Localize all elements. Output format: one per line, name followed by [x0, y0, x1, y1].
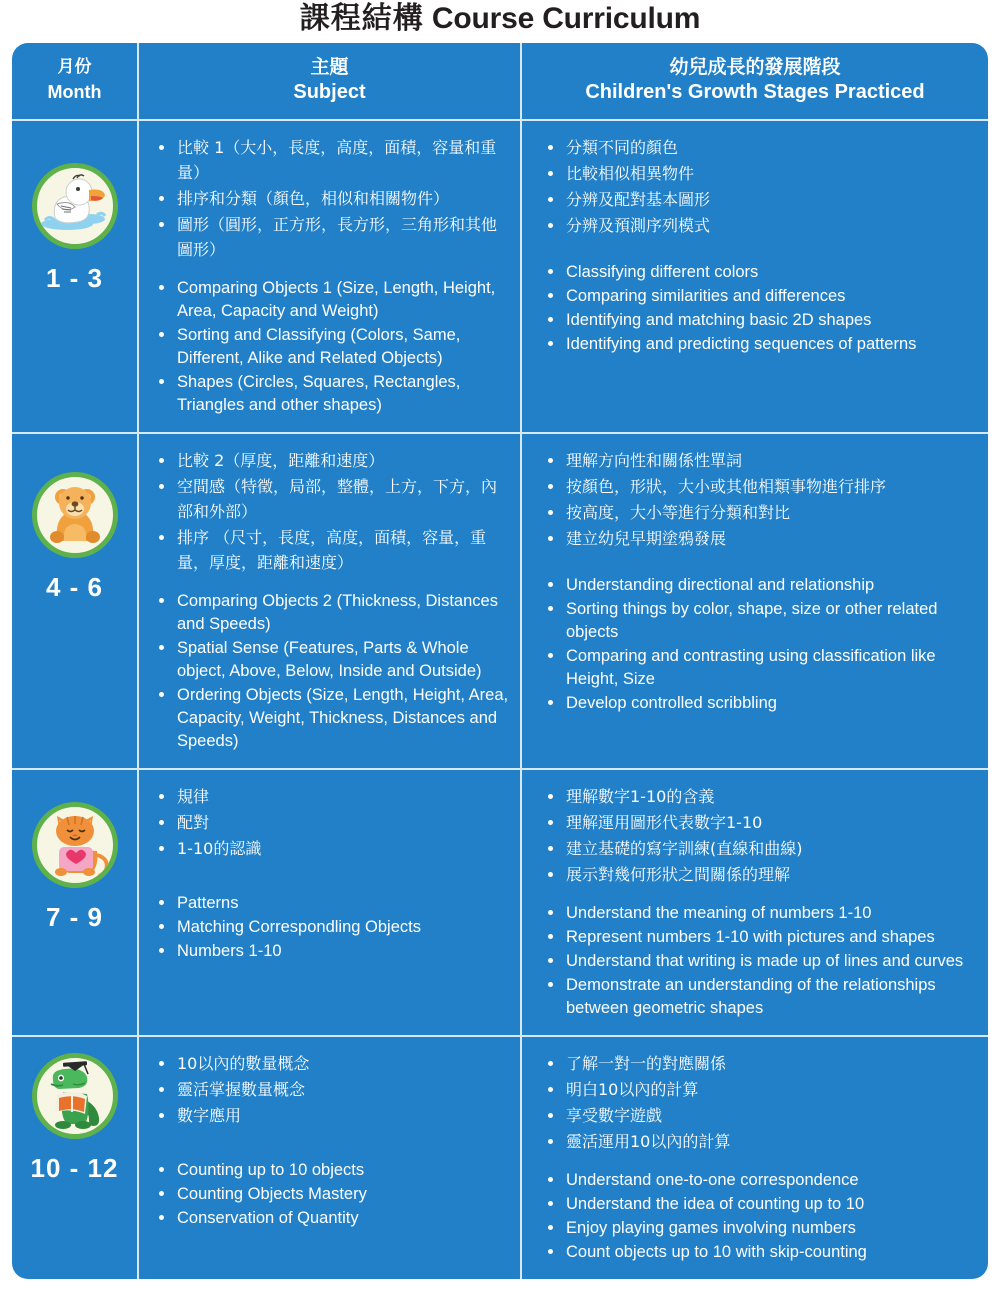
list-item: 展示對幾何形狀之間關係的理解: [544, 862, 980, 887]
dinosaur-graduate-icon: [32, 1053, 118, 1139]
list-item: Sorting things by color, shape, size or other related objects: [544, 598, 980, 644]
spacer: [155, 1151, 510, 1159]
list-item: 分辨及預測序列模式: [544, 213, 980, 238]
header-cell-subject: [137, 43, 520, 119]
list-item: Count objects up to 10 with skip-counting: [544, 1241, 980, 1264]
spacer: [544, 888, 980, 902]
spacer: [155, 862, 510, 884]
cat-icon: [32, 802, 118, 888]
month-range: 1 - 3: [45, 263, 104, 293]
subject-list-zh: [155, 1051, 510, 1128]
subject-list-en: [155, 1159, 510, 1230]
list-item: Comparing similarities and differences: [544, 285, 980, 308]
page-title: [0, 0, 1000, 43]
list-item: Numbers 1-10: [155, 940, 510, 963]
table-row: [12, 119, 988, 432]
subject-list-en: [155, 590, 510, 753]
list-item: 分辨及配對基本圖形: [544, 187, 980, 212]
list-item: Understand that writing is made up of lines and curves: [544, 950, 980, 973]
subject-list-zh: [155, 135, 510, 262]
subject-list-zh: [155, 784, 510, 861]
table-row: [12, 768, 988, 1035]
subject-cell: [137, 770, 520, 1035]
list-item: Ordering Objects (Size, Length, Height, Area, Capacity, Weight, Thickness, Distances and Speeds): [155, 684, 510, 753]
stages-cell: [520, 770, 988, 1035]
spacer: [155, 1129, 510, 1151]
spacer: [544, 552, 980, 574]
header-cell-month: [12, 43, 137, 119]
list-item: Comparing Objects 2 (Thickness, Distances and Speeds): [155, 590, 510, 636]
list-item: 明白10以內的計算: [544, 1077, 980, 1102]
list-item: 建立基礎的寫字訓練(直線和曲線): [544, 836, 980, 861]
list-item: Identifying and predicting sequences of patterns: [544, 333, 980, 356]
stages-list-en: [544, 1169, 980, 1264]
list-item: Patterns: [155, 892, 510, 915]
stages-list-en: [544, 902, 980, 1020]
page-title-en-text: Course Curriculum: [431, 2, 701, 35]
month-cell: [12, 1037, 137, 1279]
list-item: Spatial Sense (Features, Parts & Whole object, Above, Below, Inside and Outside): [155, 637, 510, 683]
subject-list-en: [155, 892, 510, 963]
list-item: Demonstrate an understanding of the relationships between geometric shapes: [544, 974, 980, 1020]
stages-list-zh: [544, 784, 980, 887]
list-item: 圖形（圓形，正方形，長方形，三角形和其他圖形）: [155, 212, 510, 262]
table-row: [12, 432, 988, 768]
month-cell: [12, 121, 137, 432]
list-item: 享受數字遊戲: [544, 1103, 980, 1128]
list-item: Develop controlled scribbling: [544, 692, 980, 715]
list-item: Understand the idea of counting up to 10: [544, 1193, 980, 1216]
spacer: [544, 1155, 980, 1169]
stages-cell: [520, 1037, 988, 1279]
list-item: Counting up to 10 objects: [155, 1159, 510, 1182]
stages-cell: [520, 121, 988, 432]
spacer: [544, 239, 980, 261]
month-range: 10 - 12: [30, 1153, 119, 1183]
header-subject-zh: 主題: [310, 56, 349, 78]
subject-cell: [137, 1037, 520, 1279]
list-item: 比較 2（厚度，距離和速度）: [155, 448, 510, 473]
list-item: 了解一對一的對應關係: [544, 1051, 980, 1076]
list-item: Represent numbers 1-10 with pictures and shapes: [544, 926, 980, 949]
list-item: Identifying and matching basic 2D shapes: [544, 309, 980, 332]
duck-icon: [32, 163, 118, 249]
subject-list-zh: [155, 448, 510, 575]
stages-cell: [520, 434, 988, 768]
list-item: 理解方向性和關係性單詞: [544, 448, 980, 473]
header-stages-en: Children's Growth Stages Practiced: [585, 81, 925, 103]
subject-list-en: [155, 277, 510, 417]
month-range: 4 - 6: [45, 572, 104, 602]
list-item: 按高度，大小等進行分類和對比: [544, 500, 980, 525]
list-item: Classifying different colors: [544, 261, 980, 284]
list-item: Comparing and contrasting using classification like Height, Size: [544, 645, 980, 691]
list-item: Comparing Objects 1 (Size, Length, Height, Area, Capacity and Weight): [155, 277, 510, 323]
page-title-en: [424, 2, 432, 35]
list-item: 靈活運用10以內的計算: [544, 1129, 980, 1154]
spacer: [155, 884, 510, 892]
list-item: 排序 （尺寸，長度，高度，面積，容量，重量，厚度，距離和速度）: [155, 525, 510, 575]
subject-cell: [137, 434, 520, 768]
curriculum-table: [12, 43, 988, 1279]
header-stages-zh: 幼兒成長的發展階段: [669, 56, 841, 78]
header-subject-en: Subject: [293, 81, 366, 103]
header-cell-stages: [520, 43, 988, 119]
spacer: [155, 263, 510, 277]
stages-list-en: [544, 261, 980, 356]
spacer: [155, 576, 510, 590]
list-item: 配對: [155, 810, 510, 835]
list-item: 10以內的數量概念: [155, 1051, 510, 1076]
list-item: Sorting and Classifying (Colors, Same, Different, Alike and Related Objects): [155, 324, 510, 370]
list-item: Shapes (Circles, Squares, Rectangles, Triangles and other shapes): [155, 371, 510, 417]
list-item: 比較相似相異物件: [544, 161, 980, 186]
stages-list-en: [544, 574, 980, 715]
month-cell: [12, 770, 137, 1035]
header-month-en: Month: [47, 82, 102, 102]
month-cell: [12, 434, 137, 768]
list-item: 數字應用: [155, 1103, 510, 1128]
list-item: Understand one-to-one correspondence: [544, 1169, 980, 1192]
table-header-row: [12, 43, 988, 119]
list-item: Matching Correspondling Objects: [155, 916, 510, 939]
stages-list-zh: [544, 1051, 980, 1154]
subject-cell: [137, 121, 520, 432]
stages-list-zh: [544, 448, 980, 551]
header-month-zh: 月份: [57, 57, 92, 77]
list-item: 1-10的認識: [155, 836, 510, 861]
stages-list-zh: [544, 135, 980, 238]
list-item: 理解運用圖形代表數字1-10: [544, 810, 980, 835]
list-item: Understand the meaning of numbers 1-10: [544, 902, 980, 925]
list-item: 分類不同的顏色: [544, 135, 980, 160]
month-range: 7 - 9: [45, 902, 104, 932]
list-item: 靈活掌握數量概念: [155, 1077, 510, 1102]
list-item: 理解數字1-10的含義: [544, 784, 980, 809]
list-item: Understanding directional and relationship: [544, 574, 980, 597]
list-item: Conservation of Quantity: [155, 1207, 510, 1230]
list-item: 排序和分類（顏色，相似和相關物件）: [155, 186, 510, 211]
list-item: 按顏色，形狀，大小或其他相類事物進行排序: [544, 474, 980, 499]
table-row: [12, 1035, 988, 1279]
list-item: 比較 1（大小，長度，高度，面積，容量和重量）: [155, 135, 510, 185]
list-item: Enjoy playing games involving numbers: [544, 1217, 980, 1240]
bear-icon: [32, 472, 118, 558]
list-item: 建立幼兒早期塗鴉發展: [544, 526, 980, 551]
list-item: Counting Objects Mastery: [155, 1183, 510, 1206]
list-item: 規律: [155, 784, 510, 809]
page-title-zh: 課程結構: [299, 1, 424, 36]
list-item: 空間感（特徵，局部，整體，上方，下方，內部和外部）: [155, 474, 510, 524]
